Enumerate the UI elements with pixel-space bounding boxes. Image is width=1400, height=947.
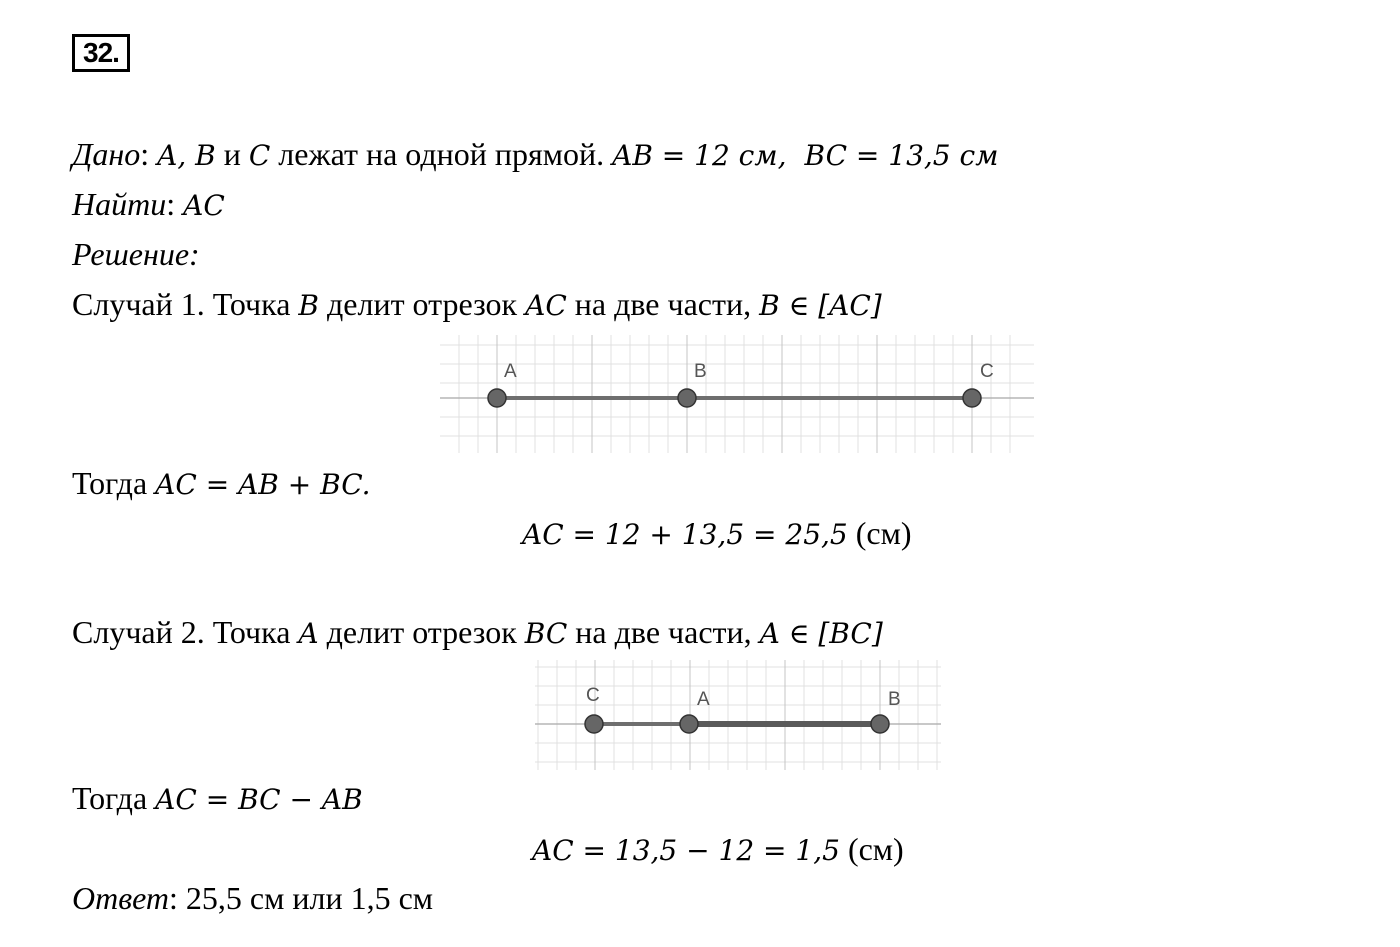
case2-point: A [298,617,319,650]
case2-calc-unit: (см) [847,831,904,867]
case1-then-label: Тогда [72,465,148,501]
case2-relation: A ∈ [BC] [759,617,883,650]
given-line: Дано: A, B и C лежат на одной прямой. AB = 12 см, BC = 13,5 см [72,136,999,172]
case1-diagram [440,335,1034,453]
case1-calc-unit: (см) [855,515,912,551]
case1-calc-expr: AC = 12 + 13,5 = 25,5 [522,518,848,551]
case2-then-formula: AC = BC − AB [155,783,363,816]
case2-label-b: B [888,689,901,710]
case2-diagram [535,660,941,770]
case1-major-grid [497,335,972,453]
case2-then [72,778,363,820]
given-text: лежат на одной прямой. [278,136,605,172]
given-bc: BC = 13,5 см [804,139,999,172]
case2-segment: BC [524,617,568,650]
case1-segment: AC [525,289,567,322]
case2-line [72,612,883,654]
case1-then [72,463,371,505]
case1-grid [440,335,1034,453]
case1-point-c [963,389,981,407]
case2-mid: делит отрезок [326,614,517,650]
case2-calc-expr: AC = 13,5 − 12 = 1,5 [532,834,840,867]
case2-point-a [680,715,698,733]
given-label: Дано [72,136,141,172]
case2-calc [532,829,904,871]
given-ab: AB = 12 см, [612,139,787,172]
case1-calc [522,513,912,555]
case2-prefix: Случай 2. Точка [72,614,291,650]
case1-suffix: на две части, [574,286,752,322]
case1-label-a: A [504,361,517,382]
case2-then-label: Тогда [72,780,148,816]
case1-label-b: B [694,361,707,382]
find-line: Найти: AC [72,186,225,222]
answer-value: : 25,5 см или 1,5 см [169,880,434,916]
case1-prefix: Случай 1. Точка [72,286,291,322]
solution-label: Решение: [72,236,200,272]
find-value: AC [183,189,225,222]
case1-mid: делит отрезок [326,286,518,322]
case2-label-c: C [586,685,600,706]
case1-line [72,284,882,326]
case1-label-c: C [980,361,994,382]
case1-then-formula: AC = AB + BC. [155,468,371,501]
case2-point-c [585,715,603,733]
given-point-c: C [248,139,271,172]
case1-point: B [298,289,319,322]
case1-relation: B ∈ [AC] [759,289,882,322]
given-and: и [223,136,241,172]
case1-point-a [488,389,506,407]
case2-label-a: A [697,689,710,710]
case2-major-grid [595,660,880,770]
case2-suffix: на две части, [575,614,752,650]
given-points: A, B [157,139,216,172]
answer-label: Ответ [72,880,169,916]
case1-point-b [678,389,696,407]
case2-point-b [871,715,889,733]
problem-number: 32. [72,34,130,72]
find-label: Найти [72,186,167,222]
answer-line [72,878,433,918]
